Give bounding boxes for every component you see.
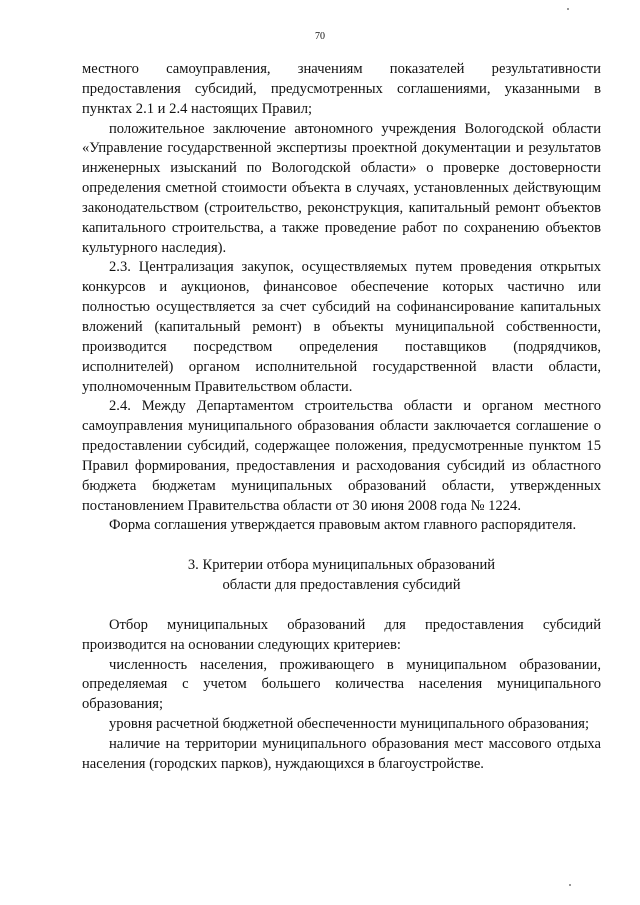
paragraph-2-4: 2.4. Между Департаментом строительства области и органом местного самоуправления муниципального образования области заключается соглашение о предоставлении субсидий, содержащее положения, предусмотренные пунктом 15 Правил формирования, предоставления и расходования субсидий из областного бюджета бюджетам муниципальных образований области, утвержденных постановлением Правительства области от 30 июня 2008 года № 1224. [82,398,601,514]
criterion-population: численность населения, проживающего в муниципальном образовании, определяемая с учетом большего количества населения муниципального образования; [82,656,601,713]
paragraph-agreement-form: Форма соглашения утверждается правовым актом главного распорядителя. [109,517,577,534]
scan-speck-top-right [567,8,569,10]
section-3-heading-line2: области для предоставления субсидий [222,577,461,594]
section-3-heading [82,556,601,596]
paragraph-continuation: местного самоуправления, значениям показателей результативности предоставления субсидий, предусмотренных соглашениями, указанными в пунктах 2.1 и 2.4 настоящих Правил; [82,61,601,117]
criterion-recreation-places: наличие на территории муниципального образования мест массового отдыха населения (городских парков), нуждающихся в благоустройстве. [82,736,601,772]
criterion-budget-provision: уровня расчетной бюджетной обеспеченности муниципального образования; [109,716,590,733]
section-3-heading-line1: 3. Критерии отбора муниципальных образований [187,557,496,574]
paragraph-expertise-conclusion: положительное заключение автономного учреждения Вологодской области «Управление государственной экспертизы проектной документации и результатов инженерных изысканий по Вологодской области» о проверке достоверности определения сметной стоимости объекта в случаях, установленных действующим законодательством (строительство, реконструкция, капитальный ремонт объектов капитального строительства, а также проведение работ по сохранению объектов культурного наследия). [82,120,601,256]
paragraph-selection-intro: Отбор муниципальных образований для предоставления субсидий производится на основании следующих критериев: [82,616,601,653]
document-body [82,60,601,775]
scan-speck-bottom-right [569,884,571,886]
paragraph-2-3: 2.3. Централизация закупок, осуществляемых путем проведения открытых конкурсов и аукционов, финансовое обеспечение которых частично или полностью осуществляется за счет субсидий на софинансирование капитальных вложений (капитальный ремонт) в объекты муниципальной собственности, производится посредством определения поставщиков (подрядчиков, исполнителей) органом исполнительной государственной власти области, уполномоченным Правительством области. [82,259,601,395]
page-number: 70 [315,31,325,42]
